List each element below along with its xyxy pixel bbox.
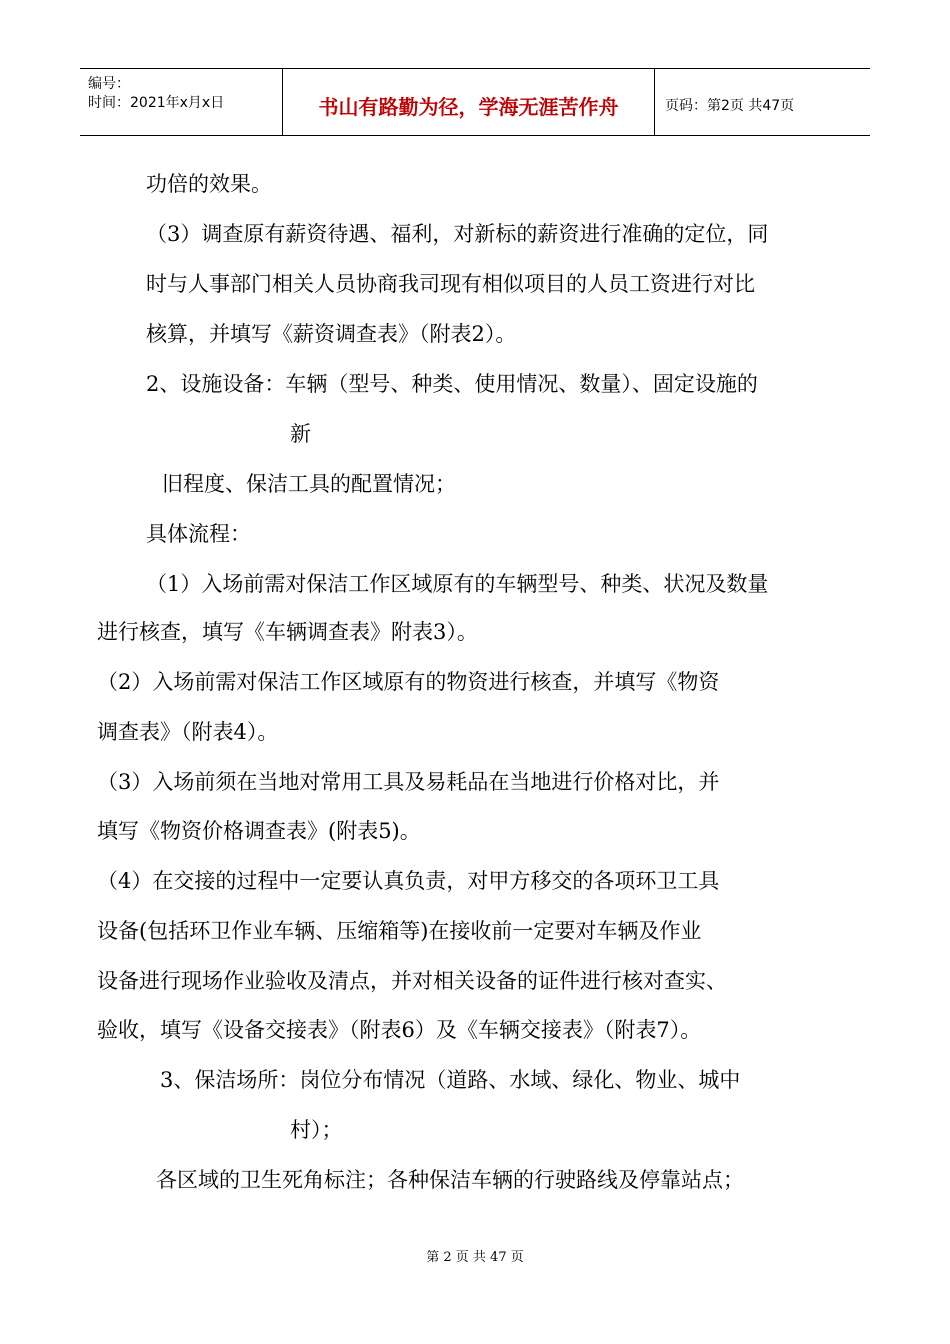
body-line: 时与人事部门相关人员协商我司现有相似项目的人员工资进行对比 xyxy=(146,272,755,296)
body-line: 3、保洁场所：岗位分布情况（道路、水域、绿化、物业、城中 xyxy=(160,1068,741,1092)
header-meta-cell xyxy=(80,69,283,135)
body-line: （3）调查原有薪资待遇、福利，对新标的薪资进行准确的定位，同 xyxy=(146,222,769,246)
header-motto: 书山有路勤为径，学海无涯苦作舟 xyxy=(318,95,619,119)
document-header xyxy=(80,68,870,136)
body-line: 新 xyxy=(290,422,311,446)
header-page-info: 页码：第2页 共47页 xyxy=(665,98,795,114)
body-line: （3）入场前须在当地对常用工具及易耗品在当地进行价格对比，并 xyxy=(97,770,720,794)
body-line: （1）入场前需对保洁工作区域原有的车辆型号、种类、状况及数量 xyxy=(146,572,769,596)
page-footer: 第 2 页 共 47 页 xyxy=(426,1250,524,1265)
body-line: 设备(包括环卫作业车辆、压缩箱等)在接收前一定要对车辆及作业 xyxy=(97,919,702,943)
document-time-label: 时间：2021年x月x日 xyxy=(88,95,225,111)
header-motto-cell xyxy=(283,69,655,135)
body-line: 验收，填写《设备交接表》（附表6）及《车辆交接表》（附表7）。 xyxy=(97,1018,702,1042)
body-line: 核算，并填写《薪资调查表》（附表2）。 xyxy=(146,322,517,346)
body-line: 功倍的效果。 xyxy=(146,172,272,196)
header-page-cell xyxy=(655,69,870,135)
body-line: 各区域的卫生死角标注；各种保洁车辆的行驶路线及停靠站点； xyxy=(156,1168,744,1192)
body-line: 填写《物资价格调查表》(附表5)。 xyxy=(97,819,421,843)
body-line: 具体流程： xyxy=(146,522,251,546)
body-line: 进行核查，填写《车辆调查表》附表3）。 xyxy=(97,620,478,644)
body-line: 村）； xyxy=(290,1118,343,1142)
body-line: （2）入场前需对保洁工作区域原有的物资进行核查，并填写《物资 xyxy=(97,670,720,694)
body-line: 调查表》（附表4）。 xyxy=(97,720,279,744)
body-line: （4）在交接的过程中一定要认真负责，对甲方移交的各项环卫工具 xyxy=(97,869,720,893)
body-line: 2、设施设备：车辆（型号、种类、使用情况、数量）、固定设施的 xyxy=(146,372,758,396)
body-line: 旧程度、保洁工具的配置情况； xyxy=(162,472,456,496)
document-number-label: 编号： xyxy=(88,76,130,92)
body-line: 设备进行现场作业验收及清点，并对相关设备的证件进行核对查实、 xyxy=(97,969,727,993)
